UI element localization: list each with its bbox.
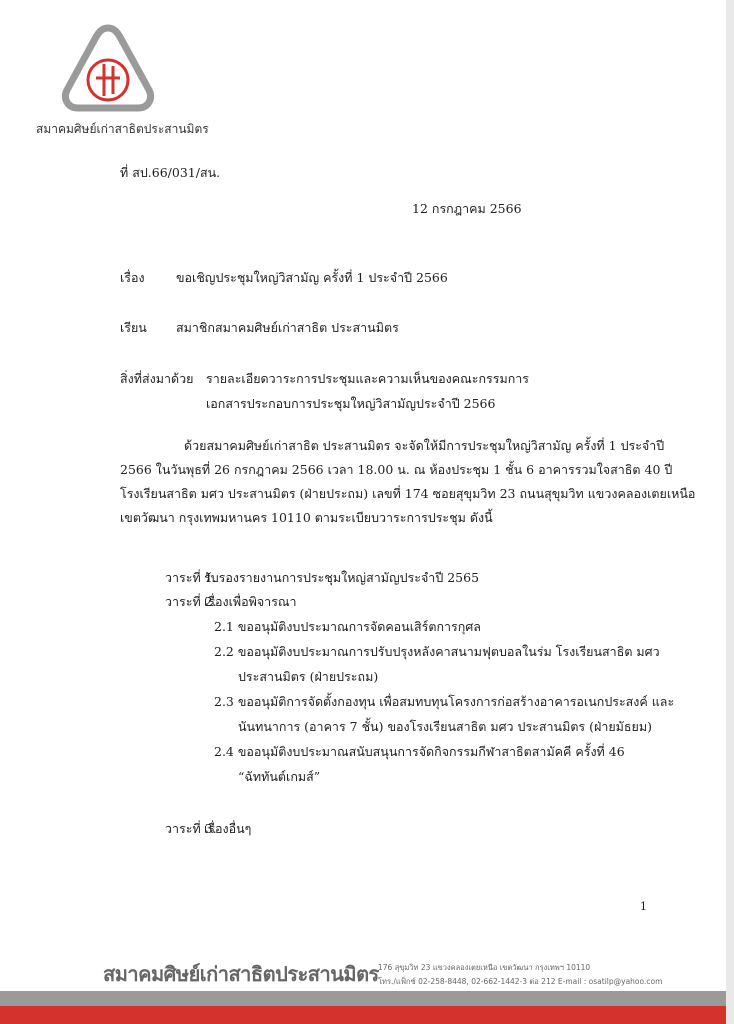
body-line: โรงเรียนสาธิต มศว ประสานมิตร (ฝ่ายประถม) เลขที่ 174 ซอยสุขุมวิท 23 ถนนสุขุมวิท แขวงคลองเตยเหนือ (120, 486, 696, 501)
recipient-text: สมาชิกสมาคมศิษย์เก่าสาธิต ประสานมิตร (176, 320, 399, 335)
attachment-item: รายละเอียดวาระการประชุมและความเห็นของคณะกรรมการ (206, 371, 529, 386)
subject-text: ขอเชิญประชุมใหญ่วิสามัญ ครั้งที่ 1 ประจำปี 2566 (176, 270, 448, 285)
page-edge-shadow (726, 0, 734, 1024)
subject-label: เรื่อง (120, 270, 145, 285)
agenda-item-1-label: วาระที่ 1. (165, 570, 217, 585)
footer-organization-name: สมาคมศิษย์เก่าสาธิตประสานมิตร (103, 962, 379, 986)
letter-date: 12 กรกฎาคม 2566 (412, 201, 522, 216)
body-line: 2566 ในวันพุธที่ 26 กรกฎาคม 2566 เวลา 18.00 น. ณ ห้องประชุม 1 ชั้น 6 อาคารรวมใจสาธิต 40 ปี (120, 462, 673, 477)
footer-contact: โทร./แฟ็กซ์ 02-258-8448, 02-662-1442-3 ต่อ 212 E-mail : osatilp@yahoo.com (378, 977, 663, 986)
footer-red-band (0, 1006, 726, 1024)
association-logo (36, 22, 209, 140)
logo-wordmark: สมาคมศิษย์เก่าสาธิตประสานมิตร (36, 122, 209, 136)
attachment-item: เอกสารประกอบการประชุมใหญ่วิสามัญประจำปี 2566 (206, 396, 496, 411)
reference-number: ที่ สป.66/031/สน. (120, 165, 221, 180)
agenda-item-3-label: วาระที่ 3. (165, 821, 217, 836)
agenda-subitem-2-4-cont: “ฉัททันต์เกมส์” (238, 769, 321, 784)
footer-address: 176 สุขุมวิท 23 แขวงคลองเตยเหนือ เขตวัฒนา กรุงเทพฯ 10110 (378, 963, 591, 972)
page-number: 1 (640, 900, 647, 913)
attachments-label: สิ่งที่ส่งมาด้วย (120, 371, 194, 386)
footer-gray-band (0, 991, 726, 1006)
agenda-subitem-2-4: 2.4 ขออนุมัติงบประมาณสนับสนุนการจัดกิจกรรมกีฬาสาธิตสามัคคี ครั้งที่ 46 (214, 744, 625, 759)
agenda-item-1-text: รับรองรายงานการประชุมใหญ่สามัญประจำปี 2565 (204, 570, 480, 585)
agenda-item-2-text: เรื่องเพื่อพิจารณา (204, 594, 297, 609)
body-line: เขตวัฒนา กรุงเทพมหานคร 10110 ตามระเบียบวาระการประชุม ดังนี้ (120, 510, 493, 525)
agenda-subitem-2-2: 2.2 ขออนุมัติงบประมาณการปรับปรุงหลังคาสนามฟุตบอลในร่ม โรงเรียนสาธิต มศว (214, 644, 660, 659)
body-paragraph (120, 434, 696, 530)
agenda-item-2-label: วาระที่ 2. (165, 594, 217, 609)
agenda-subitem-2-3-cont: นันทนาการ (อาคาร 7 ชั้น) ของโรงเรียนสาธิต มศว ประสานมิตร (ฝ่ายมัธยม) (238, 719, 652, 734)
agenda-subitem-2-3: 2.3 ขออนุมัติการจัดตั้งกองทุน เพื่อสมทบทุนโครงการก่อสร้างอาคารอเนกประสงค์ และ (214, 694, 675, 709)
logo-emblem-icon (58, 22, 158, 120)
agenda-subitem-2-1: 2.1 ขออนุมัติงบประมาณการจัดคอนเสิร์ตการกุศล (214, 619, 481, 634)
agenda-item-3-text: เรื่องอื่นๆ (204, 821, 252, 836)
agenda-subitem-2-2-cont: ประสานมิตร (ฝ่ายประถม) (238, 669, 379, 684)
recipient-label: เรียน (120, 320, 147, 335)
body-line: ด้วยสมาคมศิษย์เก่าสาธิต ประสานมิตร จะจัดให้มีการประชุมใหญ่วิสามัญ ครั้งที่ 1 ประจำปี (184, 438, 665, 453)
